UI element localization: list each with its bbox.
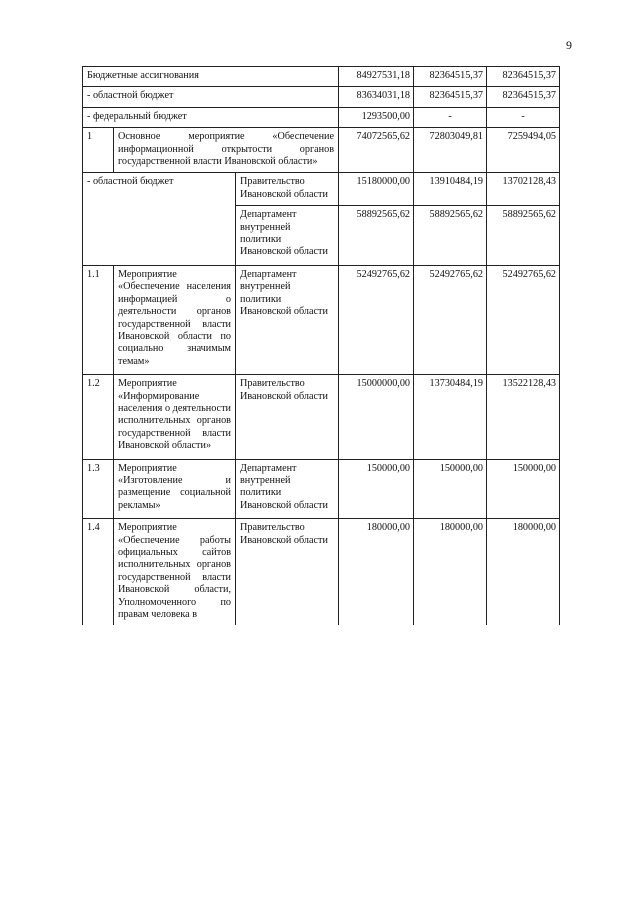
value-cell: 15000000,00	[339, 375, 414, 459]
summary-row-budget-allocations	[83, 67, 560, 87]
value-cell: 150000,00	[339, 459, 414, 519]
row-label: - областной бюджет	[83, 173, 236, 265]
executor-cell: Департамент внутренней политики Ивановской области	[236, 459, 339, 519]
summary-row-federal-budget	[83, 107, 560, 127]
sub-event-row	[83, 459, 560, 519]
value-cell: 180000,00	[414, 519, 487, 626]
event-name: Мероприятие «Информирование населения о деятельности исполнительных органов государственной власти Ивановской области»	[114, 375, 236, 459]
value-cell: -	[414, 107, 487, 127]
executor-cell: Правительство Ивановской области	[236, 519, 339, 626]
page-number: 9	[566, 38, 572, 52]
row-label: - областной бюджет	[83, 87, 339, 107]
value-cell: 1293500,00	[339, 107, 414, 127]
value-cell: 52492765,62	[339, 265, 414, 374]
value-cell: 74072565,62	[339, 128, 414, 173]
value-cell: -	[487, 107, 560, 127]
row-number: 1.1	[83, 265, 114, 374]
budget-table	[82, 66, 560, 625]
value-cell: 72803049,81	[414, 128, 487, 173]
executor-cell: Правительство Ивановской области	[236, 173, 339, 206]
value-cell: 13522128,43	[487, 375, 560, 459]
sub-event-row	[83, 265, 560, 374]
row-number: 1	[83, 128, 114, 173]
value-cell: 58892565,62	[339, 206, 414, 266]
sub-event-row	[83, 375, 560, 459]
value-cell: 13702128,43	[487, 173, 560, 206]
value-cell: 15180000,00	[339, 173, 414, 206]
value-cell: 150000,00	[487, 459, 560, 519]
value-cell: 82364515,37	[487, 67, 560, 87]
row-label: Бюджетные ассигнования	[83, 67, 339, 87]
row-number: 1.2	[83, 375, 114, 459]
value-cell: 84927531,18	[339, 67, 414, 87]
executor-cell: Департамент внутренней политики Ивановской области	[236, 206, 339, 266]
value-cell: 58892565,62	[487, 206, 560, 266]
regional-budget-row	[83, 173, 560, 206]
value-cell: 150000,00	[414, 459, 487, 519]
row-number: 1.3	[83, 459, 114, 519]
value-cell: 58892565,62	[414, 206, 487, 266]
value-cell: 82364515,37	[487, 87, 560, 107]
value-cell: 52492765,62	[487, 265, 560, 374]
main-event-row	[83, 128, 560, 173]
summary-row-regional-budget	[83, 87, 560, 107]
value-cell: 180000,00	[339, 519, 414, 626]
value-cell: 82364515,37	[414, 87, 487, 107]
value-cell: 7259494,05	[487, 128, 560, 173]
event-name: Мероприятие «Изготовление и размещение социальной рекламы»	[114, 459, 236, 519]
value-cell: 13910484,19	[414, 173, 487, 206]
executor-cell: Правительство Ивановской области	[236, 375, 339, 459]
value-cell: 13730484,19	[414, 375, 487, 459]
event-name: Основное мероприятие «Обеспечение информационной открытости органов государственной власти Ивановской области»	[114, 128, 339, 173]
event-name: Мероприятие «Обеспечение работы официальных сайтов исполнительных органов государственной власти Ивановской области, Уполномоченного по правам человека в	[114, 519, 236, 626]
sub-event-row	[83, 519, 560, 626]
value-cell: 180000,00	[487, 519, 560, 626]
event-name: Мероприятие «Обеспечение населения информацией о деятельности органов государственной власти Ивановской области по социально значимым темам»	[114, 265, 236, 374]
value-cell: 83634031,18	[339, 87, 414, 107]
row-label: - федеральный бюджет	[83, 107, 339, 127]
row-number: 1.4	[83, 519, 114, 626]
executor-cell: Департамент внутренней политики Ивановской области	[236, 265, 339, 374]
value-cell: 52492765,62	[414, 265, 487, 374]
value-cell: 82364515,37	[414, 67, 487, 87]
